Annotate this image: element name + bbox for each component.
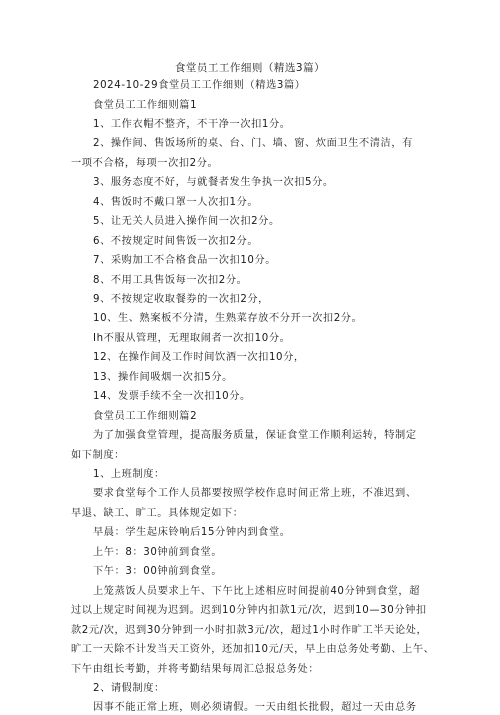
body-line: 14、发票手续不全一次扣10分。 [93,391,251,403]
body-line: 上午：8：30钟前到食堂。 [93,546,223,558]
body-line: 9、不按规定收取餐券的一次扣2分， [93,293,269,305]
body-line: 1、上班制度： [93,469,165,480]
body-line: 8、不用工具售饭每一次扣2分。 [93,274,248,286]
body-line: 如下制度： [71,449,125,461]
body-line: 食堂员工工作细则篇2 [93,410,198,422]
body-line: 1、工作衣帽不整齐，不干净一次扣1分。 [93,118,291,130]
body-line: 5、让无关人员进入操作间一次扣2分。 [93,216,280,228]
body-line: 旷工一天除不计发当天工资外，还加扣10元/天，早上由总务处考勤、上午、 [71,644,435,655]
body-line: 13、操作间吸烟一次扣5分。 [93,371,233,383]
body-line: 2、操作间、售饭场所的桌、台、门、墙、窗、炊面卫生不清洁，有 [93,138,413,150]
body-line: 要求食堂每个工作人员都要按照学校作息时间正常上班，不准迟到、 [93,488,417,500]
body-line: 2、请假制度： [93,682,165,694]
body-line: 4、售饭时不戴口罩一人次扣1分。 [93,196,259,208]
body-line: 过以上规定时间视为迟到。迟到10分钟内扣款1元/次，迟到10—30分钟扣 [71,605,427,617]
body-line: 上笼蒸饭人员要求上午、下午比上述相应时间提前40分钟到食堂，超 [93,585,420,597]
body-line: 因事不能正常上班，则必须请假。一天由组长批假，超过一天由总务 [93,702,417,714]
body-line: 10、生、熟案板不分清，生熟菜存放不分开一次扣2分。 [93,313,363,325]
body-line: 12、在操作间及工作时间饮酒一次扣10分， [93,352,305,364]
body-line: Ih不服从管理，无理取闹者一次扣10分。 [93,332,291,344]
body-line: 下午由组长考勤，并将考勤结果每周汇总报总务处： [71,663,320,675]
body-line: 一项不合格，每项一次扣2分。 [71,157,219,169]
body-line: 早退、缺工、旷工。具体规定如下： [71,507,244,519]
body-line: 6、不按规定时间售饭一次扣2分。 [93,235,259,247]
body-line: 3、服务态度不好，与就餐者发生争执一次扣5分。 [93,177,334,189]
body-line: 2024-10-29食堂员工工作细则（精选3篇） [93,80,306,91]
body-line: 为了加强食堂管理，提高服务质量，保证食堂工作顺利运转，特制定 [93,430,417,442]
body-line: 7、采购加工不合格食品一次扣10分。 [93,255,277,266]
document-title: 食堂员工工作细则（精选3篇） [174,62,326,74]
body-line: 食堂员工工作细则篇1 [93,99,198,111]
body-line: 款2元/次，迟到30分钟到一小时扣款3元/次，超过1小时作旷工半天论处， [71,624,428,636]
body-line: 早晨：学生起床铃响后15分钟内到食堂。 [93,527,291,539]
body-line: 下午：3：00钟前到食堂。 [93,566,223,578]
